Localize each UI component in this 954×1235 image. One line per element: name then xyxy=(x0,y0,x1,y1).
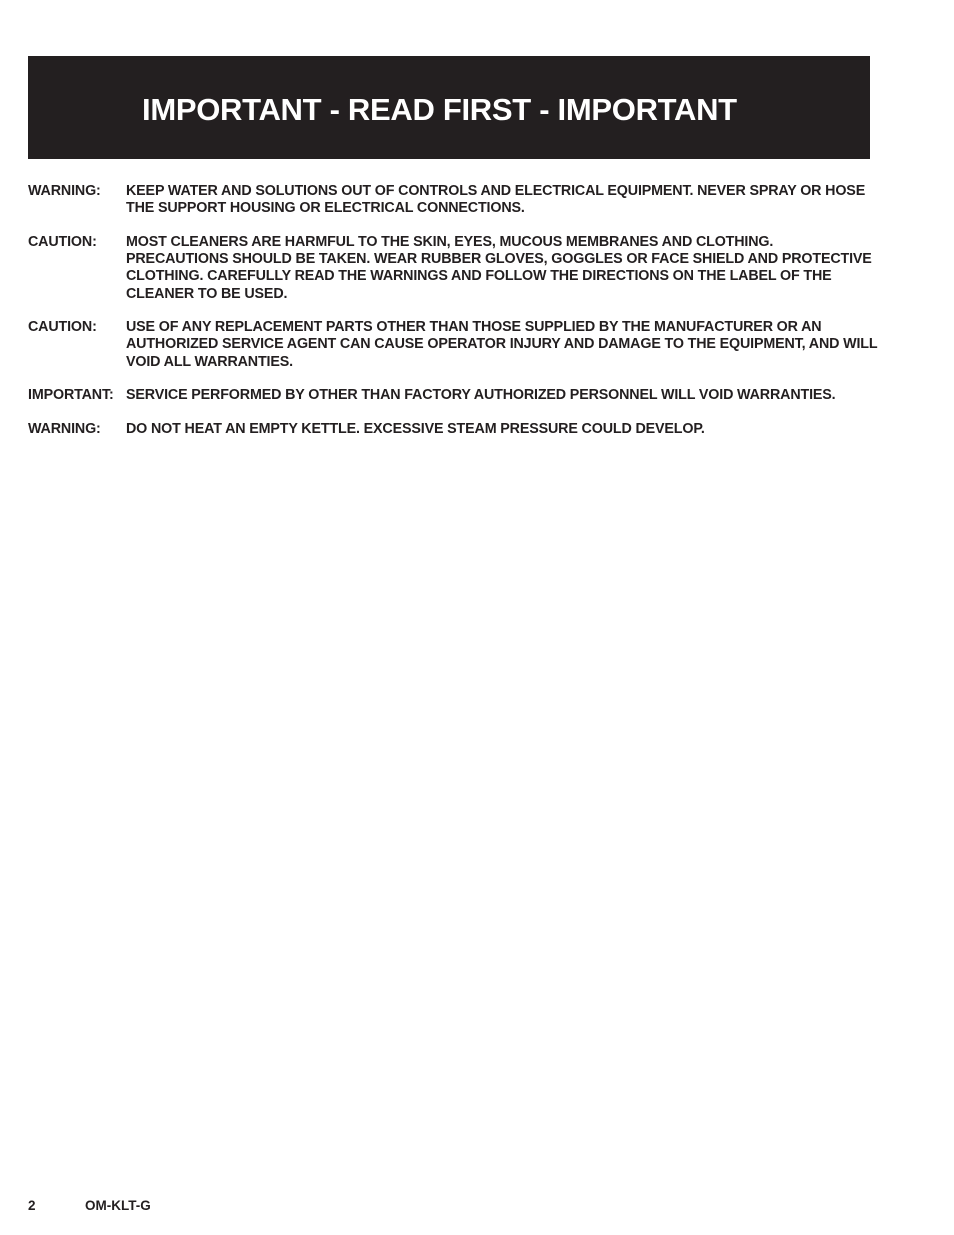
notice-text: MOST CLEANERS ARE HARMFUL TO THE SKIN, EYES, MUCOUS MEMBRANES AND CLOTHING. PRECAUTIONS SHOULD BE TAKEN. WEAR RUBBER GLOVES, GOGGLES OR FACE SHIELD AND PROTECTIVE CLOTHING. CAREFULLY READ THE WARNINGS AND FOLLOW THE DIRECTIONS ON THE LABEL OF THE CLEANER TO BE USED. xyxy=(126,233,872,302)
notice-label: CAUTION: xyxy=(28,233,97,250)
safety-notices xyxy=(28,183,878,455)
notice-text: DO NOT HEAT AN EMPTY KETTLE. EXCESSIVE STEAM PRESSURE COULD DEVELOP. xyxy=(126,421,705,438)
notice-label: WARNING: xyxy=(28,183,101,199)
notice-text: USE OF ANY REPLACEMENT PARTS OTHER THAN THOSE SUPPLIED BY THE MANUFACTURER OR AN AUTHORIZED SERVICE AGENT CAN CAUSE OPERATOR INJURY AND DAMAGE TO THE EQUIPMENT, AND WILL VOID ALL WARRANTIES. xyxy=(126,319,878,370)
page-title: IMPORTANT - READ FIRST - IMPORTANT xyxy=(142,92,737,127)
notice-label: CAUTION: xyxy=(28,319,97,336)
notice-text: SERVICE PERFORMED BY OTHER THAN FACTORY AUTHORIZED PERSONNEL WILL VOID WARRANTIES. xyxy=(126,387,836,404)
notice-warning-kettle xyxy=(28,421,878,438)
notice-label: WARNING: xyxy=(28,421,101,438)
header-banner xyxy=(28,56,870,159)
document-code: OM-KLT-G xyxy=(85,1198,151,1213)
notice-warning-water xyxy=(28,183,878,217)
notice-caution-parts xyxy=(28,319,878,371)
page-number: 2 xyxy=(28,1198,36,1213)
notice-caution-cleaners xyxy=(28,234,878,303)
page-footer xyxy=(28,1198,151,1214)
notice-label: IMPORTANT: xyxy=(28,387,114,404)
notice-important-service xyxy=(28,387,878,404)
notice-text: KEEP WATER AND SOLUTIONS OUT OF CONTROLS AND ELECTRICAL EQUIPMENT. NEVER SPRAY OR HOSE THE SUPPORT HOUSING OR ELECTRICAL CONNECTIONS. xyxy=(126,183,866,217)
